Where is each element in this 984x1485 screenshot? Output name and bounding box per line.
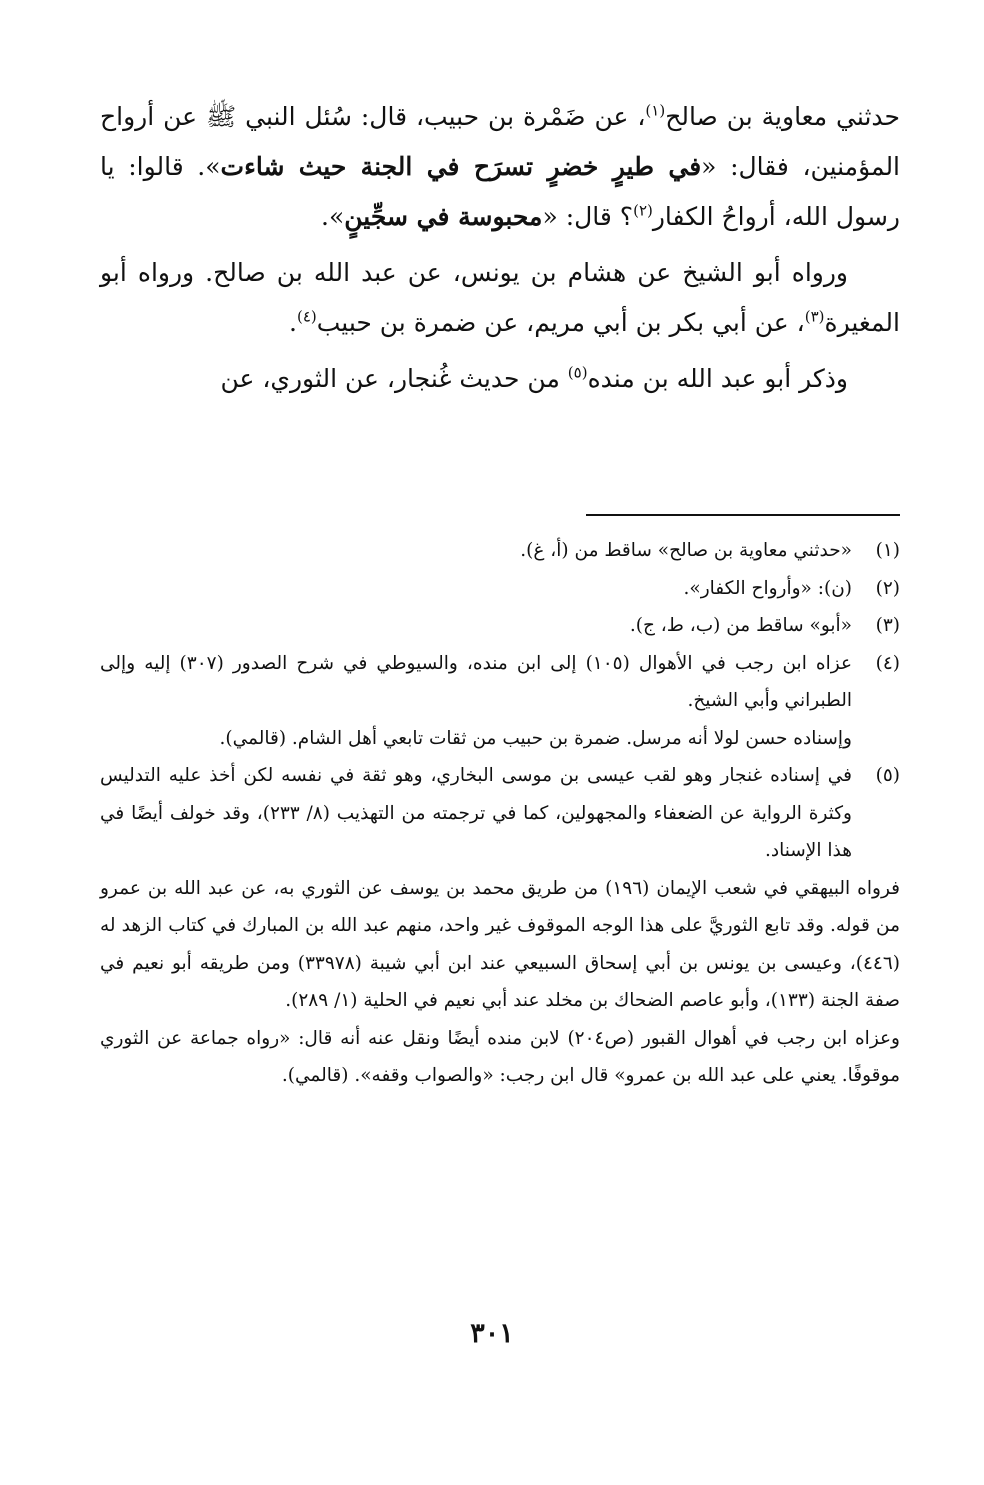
p3-text-b: من حديث غُنجار، عن الثوري، عن: [220, 364, 568, 393]
p1-bold-quote-1: في طيرٍ خضرٍ تسرَح في الجنة حيث شاءت: [220, 152, 702, 181]
footnote-5: [100, 757, 900, 870]
footnote-text: (ن): «وأرواح الكفار».: [683, 577, 852, 599]
footnote-ref-3: (٣): [804, 307, 825, 326]
paragraph-2: [100, 248, 900, 348]
footnote-3: [100, 607, 900, 645]
paragraph-1: [100, 92, 900, 242]
paragraph-3: [100, 354, 900, 404]
footnote-number: (٥): [875, 765, 900, 786]
footnote-text: فرواه البيهقي في شعب الإيمان (١٩٦) من طريق محمد بن يوسف عن الثوري به، عن عبد الله بن عمرو من قوله. وقد تابع الثوريَّ على هذا الوجه الموقوف غير واحد، منهم عبد الله بن المبارك في كتاب الزهد له (٤٤٦)، وعيسى بن يونس بن أبي إسحاق السبيعي عند ابن أبي شيبة (٣٣٩٧٨) ومن طريقه أبو نعيم في صفة الجنة (١٣٣)، وأبو عاصم الضحاك بن مخلد عند أبي نعيم في الحلية (١/ ٢٨٩).: [100, 877, 900, 1011]
footnote-text: عزاه ابن رجب في الأهوال (١٠٥) إلى ابن منده، والسيوطي في شرح الصدور (٣٠٧) إليه وإلى الطبراني وأبي الشيخ.: [100, 652, 852, 711]
main-text: [100, 92, 900, 410]
p1-text-b: ، عن ضَمْرة بن حبيب، قال: سُئل النبي ﷺ عن أرواح المؤمنين، فقال: «: [100, 102, 901, 181]
footnote-number: (١): [875, 540, 900, 561]
footnote-number: (٢): [875, 577, 900, 599]
footnote-1: [100, 532, 900, 570]
p2-text-b: ، عن أبي بكر بن أبي مريم، عن ضمرة بن حبيب: [316, 308, 805, 337]
footnote-text: وعزاه ابن رجب في أهوال القبور (ص٢٠٤) لابن منده أيضًا ونقل عنه أنه قال: «رواه جماعة عن الثوري موقوفًا. يعني على عبد الله بن عمرو» قال ابن رجب: «والصواب وقفه». (قالمي).: [100, 1027, 900, 1086]
footnote-text: وإسناده حسن لولا أنه مرسل. ضمرة بن حبيب من ثقات تابعي أهل الشام. (قالمي).: [219, 727, 852, 749]
p1-bold-quote-2: محبوسة في سجِّينٍ: [344, 202, 543, 231]
p3-text-a: وذكر أبو عبد الله بن منده: [587, 364, 848, 393]
footnote-ref-1: (١): [645, 101, 666, 120]
p1-text-d: ؟ قال: «: [542, 202, 634, 231]
p1-text-a: حدثني معاوية بن صالح: [665, 102, 900, 131]
footnote-5-continuation-2: [100, 1020, 900, 1095]
footnote-2: [100, 570, 900, 608]
p1-text-e: ».: [321, 202, 345, 231]
footnote-number: (٤): [875, 652, 900, 674]
p2-text-a: ورواه أبو الشيخ عن هشام بن يونس، عن عبد الله بن صالح. ورواه أبو المغيرة: [100, 258, 900, 337]
footnote-text: في إسناده غنجار وهو لقب عيسى بن موسى البخاري، وهو ثقة في نفسه لكن أخذ عليه التدليس وكثرة الرواية عن الضعفاء والمجهولين، كما في ترجمته من التهذيب (٨/ ٢٣٣)، وقد خولف أيضًا في هذا الإسناد.: [100, 765, 852, 861]
footnote-text: «أبو» ساقط من (ب، ط، ج).: [629, 615, 852, 636]
footnote-ref-5: (٥): [567, 363, 588, 382]
footnote-4: [100, 645, 900, 720]
footnote-divider: [586, 514, 900, 516]
footnote-5-continuation-1: [100, 870, 900, 1020]
page-number: ٣٠١: [470, 1318, 514, 1349]
footnote-4-continuation: [100, 720, 900, 758]
footnote-number: (٣): [875, 615, 900, 636]
p2-text-c: .: [289, 308, 297, 337]
footnote-ref-4: (٤): [296, 307, 317, 326]
footnote-text: «حدثني معاوية بن صالح» ساقط من (أ، غ).: [520, 540, 852, 561]
footnote-ref-2: (٢): [633, 201, 653, 220]
footnotes: [100, 532, 900, 1095]
p1-text-c: ». قالوا: يا رسول الله، أرواحُ الكفار: [100, 152, 900, 231]
